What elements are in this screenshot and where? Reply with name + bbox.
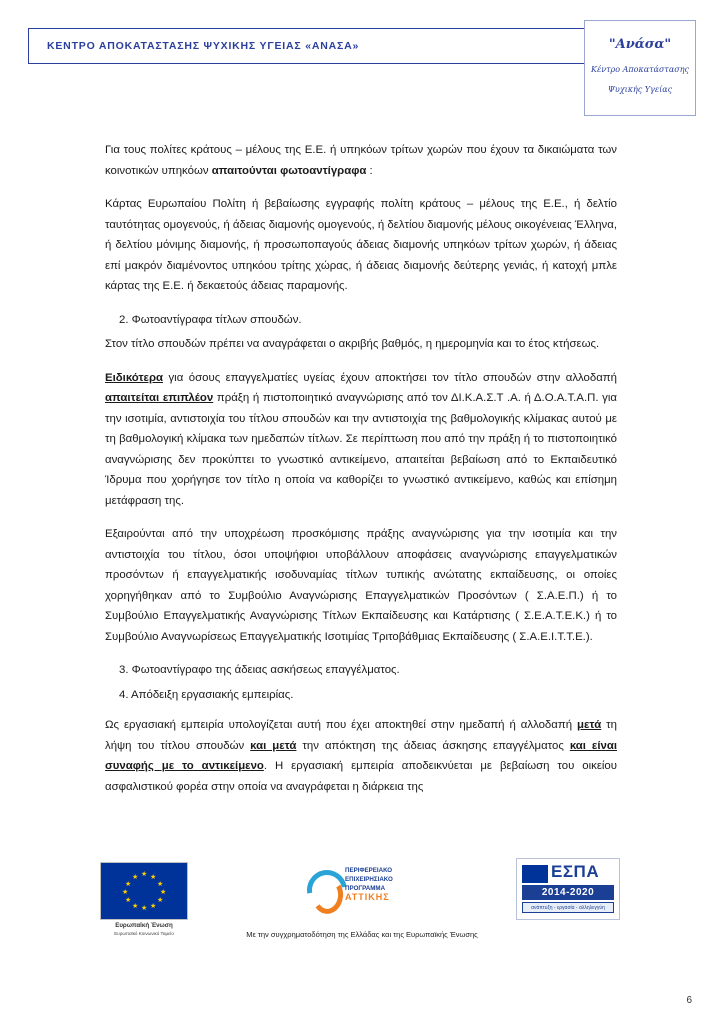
paragraph-eu-citizens (105, 140, 617, 181)
paragraph-work-experience-text-a: Ως εργασιακή εμπειρία υπολογίζεται αυτή που έχει αποκτηθεί στην ημεδαπή ή αλλοδαπή (105, 719, 578, 731)
paragraph-exemptions: Εξαιρούνται από την υποχρέωση προσκόμισης πράξης αναγνώρισης για την ισοτιμία και την αντιστοιχία του τίτλου, όσοι υποψήφιοι υποβάλλουν αποφάσεις αναγνώρισης επαγγελματικών προσόντων ή επαγγελματικής ισοδυναμίας τίτλων τυπικής ανώτατης εκπαίδευσης, οι οποίες χορηγήθηκαν από το Συμβούλιο Αναγνώρισης Επαγγελματικών Προσόντων ( Σ.Α.Ε.Π.) ή το Συμβούλιο Επαγγελματικής Αναγνώρισης Τίτλων Εκπαίδευσης και Κατάρτισης ( Σ.Ε.Α.Τ.Ε.Κ.) ή το Συμβούλιο Αναγνωρίσεως Επαγγελματικής Ισοτιμίας Τριτοβάθμιας Εκπαίδευσης ( Σ.Α.Ε.Ι.Τ.Τ.Ε.). (105, 528, 617, 643)
organization-title: ΚΕΝΤΡΟ ΑΠΟΚΑΤΑΣΤΑΣΗΣ ΨΥΧΙΚΗΣ ΥΓΕΙΑΣ «ΑΝΑΣΑ» (47, 40, 360, 52)
eu-star-icon: ★ (150, 903, 157, 910)
eu-flag-icon (100, 862, 188, 920)
paragraph-foreign-degrees-emphasis: απαιτείται επιπλέον (105, 392, 214, 404)
list-item-2: 2. Φωτοαντίγραφα τίτλων σπουδών. (119, 313, 302, 326)
swirl-icon (305, 868, 341, 908)
paragraph-work-experience (105, 715, 617, 797)
eu-star-icon: ★ (160, 889, 167, 896)
pep-line-2: ΕΠΙΧΕΙΡΗΣΙΑΚΟ (345, 876, 393, 883)
paragraph-foreign-degrees-text-d: πράξη ή πιστοποιητικό αναγνώρισης από τον ΔΙ.Κ.Α.Σ.Τ .Α. ή Δ.Ο.Α.Τ.Α.Π. για την ισοτιμία, αντιστοιχία του τίτλου σπουδών και την αντιστοιχία της βαθμολογικής κλίμακας αυτού με τη βαθμολογική κλίμακα των ημεδαπών τίτλων. Σε περίπτωση που από την πράξη ή το πιστοποιητικό αναγνώρισης δεν προκύπτει το γνωστικό αντικείμενο, απαιτείται βεβαίωση από το Εκπαιδευτικό Ίδρυμα που χορήγησε τον τίτλο η οποία να καθορίζει το γνωστικό αντικείμενο, καθώς και επίσημη μετάφραση της. (105, 392, 617, 507)
cofunding-caption: Με την συγχρηματοδότηση της Ελλάδας και της Ευρωπαϊκής Ένωσης (246, 930, 478, 939)
logo-line-2: Κέντρο Αποκατάστασης (591, 65, 689, 74)
paragraph-eu-citizens-text-a: Για τους πολίτες κράτους – μέλους της Ε.Ε. ή υπηκόων τρίτων χωρών που έχουν τα δικαιώματα των κοινοτικών υπηκόων (105, 144, 617, 177)
paragraph-work-experience-text-e: την απόκτηση της άδειας άσκησης επαγγέλματος (296, 739, 570, 752)
eu-star-icon: ★ (132, 903, 139, 910)
paragraph-foreign-degrees (105, 368, 617, 512)
document-footer (0, 856, 724, 956)
espa-subtitle: ανάπτυξη - εργασία - αλληλεγγύη (522, 902, 614, 913)
eu-star-icon: ★ (125, 881, 132, 888)
regional-program-text (345, 866, 393, 902)
paragraph-work-experience-text-g: . Η εργασιακή εμπειρία αποδεικνύεται με βεβαίωση του οικείου ασφαλιστικού φορέα στην οποία να αναγράφεται η διάρκεια της (105, 760, 618, 793)
paragraph-documents-list: Κάρτας Ευρωπαίου Πολίτη ή βεβαίωσης εγγραφής πολίτη κράτους – μέλους της Ε.Ε., ή δελτίο ταυτότητας ομογενούς, ή άδειας διαμονής ομογενούς, ή δελτίου διαμονής μέλους οικογένειας Έλληνα, ή δελτίου μόνιμης διαμονής, ή προσωποπαγούς άδειας διαμονής υπηκόων τρίτων χωρών, ή άδειας επί μακρόν διαμένοντος υπηκόου τρίτης χώρας, ή άδειας διαμονής δεύτερης γενιάς, ή κατοχή μπλε κάρτας της Ε.Ε. ή δεκαετούς άδειας παραμονής. (105, 198, 617, 292)
eu-star-icon: ★ (157, 881, 164, 888)
paragraph-degree-details: Στον τίτλο σπουδών πρέπει να αναγράφεται ο ακριβής βαθμός, η ημερομηνία και το έτος κτήσεως. (105, 338, 600, 350)
eu-stars-group (122, 871, 167, 912)
eu-star-icon: ★ (132, 874, 139, 881)
espa-years: 2014-2020 (522, 885, 614, 900)
document-header-banner (28, 28, 588, 64)
organization-logo (584, 20, 696, 116)
logo-line-1: "Ανάσα" (608, 37, 672, 52)
paragraph-work-experience-emphasis-3: και είναι συναφής με το αντικείμενο (105, 739, 618, 772)
pep-line-4: ΑΤΤΙΚΗΣ (345, 892, 390, 902)
espa-wordmark: ΕΣΠΑ (551, 862, 600, 881)
document-body (105, 140, 617, 810)
eu-star-icon: ★ (122, 889, 129, 896)
paragraph-work-experience-emphasis-1: μετά (577, 719, 602, 731)
eu-star-icon: ★ (150, 874, 157, 881)
eu-star-icon: ★ (125, 897, 132, 904)
espa-flag-icon (522, 865, 548, 883)
logo-line-3: Ψυχικής Υγείας (607, 85, 673, 94)
paragraph-foreign-degrees-text-b: για όσους επαγγελματίες υγείας έχουν αποκτήσει τον τίτλο σπουδών στην αλλοδαπή (163, 371, 617, 384)
eu-star-icon: ★ (141, 905, 148, 912)
list-item-4: 4. Απόδειξη εργασιακής εμπειρίας. (119, 688, 294, 701)
paragraph-eu-citizens-text-c: : (366, 164, 373, 177)
regional-program-logo (305, 862, 435, 916)
paragraph-eu-citizens-bold: απαιτούνται φωτοαντίγραφα (211, 164, 367, 177)
eu-caption: Ευρωπαϊκή Ένωση (115, 922, 173, 929)
pep-line-3: ΠΡΟΓΡΑΜΜΑ (345, 885, 386, 892)
eu-caption-secondary: Ευρωπαϊκό Κοινωνικό Ταμείο (114, 931, 174, 936)
page-number: 6 (686, 995, 692, 1006)
paragraph-work-experience-text-c: τη λήψη του τίτλου σπουδών (105, 719, 618, 752)
eu-star-icon: ★ (157, 897, 164, 904)
eu-star-icon: ★ (141, 871, 148, 878)
paragraph-foreign-degrees-lead: Ειδικότερα (105, 371, 163, 384)
list-item-3: 3. Φωτοαντίγραφο της άδειας ασκήσεως επαγγέλματος. (119, 664, 400, 676)
pep-line-1: ΠΕΡΙΦΕΡΕΙΑΚΟ (345, 867, 393, 874)
espa-logo (516, 858, 620, 920)
paragraph-work-experience-emphasis-2: και μετά (250, 739, 297, 752)
